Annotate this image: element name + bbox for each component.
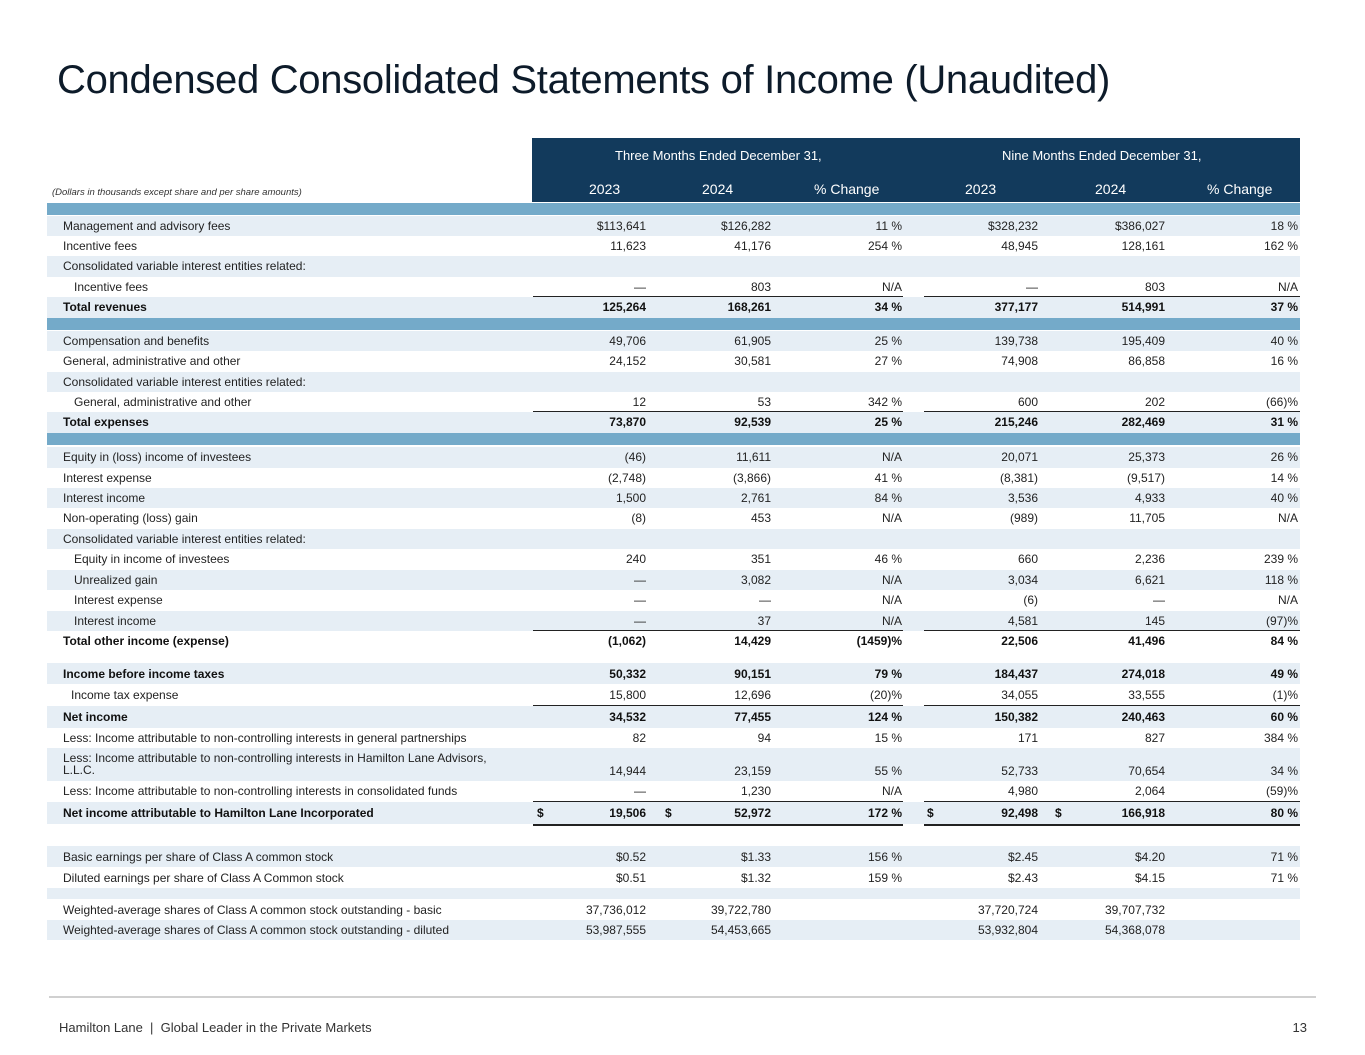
row-label: Net income	[63, 710, 128, 724]
cell-value: 3,082	[740, 573, 771, 587]
table-row	[47, 867, 1300, 888]
cell-value: 86,858	[1128, 354, 1165, 368]
cell-value: (8)	[631, 511, 646, 525]
cell-value: 4,980	[1007, 784, 1038, 798]
cell-value: 52,972	[734, 806, 771, 820]
col-header-change-n: % Change	[1207, 181, 1273, 197]
row-label: L.L.C.	[63, 763, 96, 777]
cell-value: 52,733	[1001, 764, 1038, 778]
period-header-row	[532, 138, 1300, 176]
footer-divider	[49, 996, 1316, 998]
cell-value: 124 %	[867, 710, 902, 724]
cell-value: (1459)%	[856, 634, 902, 648]
cell-value: 12,696	[734, 688, 771, 702]
cell-value: 240,463	[1121, 710, 1165, 724]
cell-value: N/A	[1277, 280, 1298, 294]
table-row	[47, 508, 1300, 529]
three-months-header: Three Months Ended December 31,	[615, 148, 822, 163]
cell-value: 54,453,665	[710, 923, 771, 937]
cell-value: 71 %	[1270, 850, 1298, 864]
cell-value: 14 %	[1270, 471, 1298, 485]
cell-value: N/A	[881, 614, 902, 628]
net-income-attributable-row	[47, 802, 1300, 824]
row-label: Basic earnings per share of Class A common stock	[63, 850, 334, 864]
cell-value: 11 %	[875, 219, 902, 233]
cell-value: (66)%	[1265, 395, 1298, 409]
table-row	[47, 728, 1300, 748]
row-label: Interest income	[63, 491, 146, 505]
cell-value: 377,177	[994, 300, 1038, 314]
total-expenses-row	[47, 412, 1300, 433]
cell-value: 827	[1144, 731, 1165, 745]
cell-value: 351	[750, 552, 771, 566]
cell-value: 20,071	[1001, 450, 1038, 464]
cell-value: N/A	[881, 784, 902, 798]
row-label: Interest expense	[74, 593, 163, 607]
section-separator	[47, 433, 1300, 445]
row-label: Total other income (expense)	[63, 634, 229, 648]
cell-value: $4.20	[1134, 850, 1165, 864]
cell-value: 3,034	[1007, 573, 1038, 587]
row-label: Weighted-average shares of Class A common stock outstanding - basic	[63, 903, 442, 917]
row-label: Compensation and benefits	[63, 334, 210, 348]
cell-value: 26 %	[1270, 450, 1298, 464]
dollar-sign: $	[1055, 806, 1062, 820]
cell-value: 34 %	[874, 300, 902, 314]
table-row	[47, 781, 1300, 801]
cell-value: 166,918	[1121, 806, 1165, 820]
cell-value: 60 %	[1270, 710, 1298, 724]
cell-value: —	[634, 614, 646, 628]
cell-value: 239 %	[1263, 552, 1298, 566]
cell-value: 202	[1144, 395, 1165, 409]
table-row	[47, 372, 1300, 392]
cell-value: 94	[757, 731, 771, 745]
cell-value: 39,707,732	[1104, 903, 1165, 917]
cell-value: 168,261	[727, 300, 771, 314]
cell-value: 172 %	[867, 806, 902, 820]
cell-value: 125,264	[602, 300, 646, 314]
table-row	[47, 488, 1300, 508]
cell-value: $1.33	[740, 850, 771, 864]
cell-value: 1,230	[740, 784, 771, 798]
cell-value: —	[634, 593, 646, 607]
cell-value: 84 %	[874, 491, 902, 505]
table-row	[47, 447, 1300, 468]
table-row	[47, 570, 1300, 590]
cell-value: 240	[625, 552, 646, 566]
cell-value: 139,738	[994, 334, 1038, 348]
cell-value: 46 %	[874, 552, 902, 566]
col-header-change-q: % Change	[814, 181, 880, 197]
cell-value: $113,641	[596, 219, 646, 233]
cell-value: 11,611	[736, 450, 771, 464]
cell-value: (1,062)	[607, 634, 646, 648]
cell-value: 3,536	[1007, 491, 1038, 505]
table-row	[47, 590, 1300, 611]
cell-value: 18 %	[1270, 219, 1298, 233]
cell-value: $2.45	[1007, 850, 1038, 864]
cell-value: 184,437	[994, 667, 1038, 681]
cell-value: 80 %	[1270, 806, 1298, 820]
cell-value: 12	[632, 395, 646, 409]
cell-value: 159 %	[867, 871, 902, 885]
cell-value: 74,908	[1001, 354, 1038, 368]
cell-value: 37,720,724	[977, 903, 1038, 917]
row-label: General, administrative and other	[74, 395, 252, 409]
cell-value: 803	[750, 280, 771, 294]
dollar-sign: $	[927, 806, 934, 820]
cell-value: $0.52	[615, 850, 646, 864]
row-label: Total expenses	[63, 415, 149, 429]
row-label: Consolidated variable interest entities related:	[63, 375, 306, 389]
cell-value: N/A	[1277, 593, 1298, 607]
cell-value: 128,161	[1121, 239, 1165, 253]
cell-value: N/A	[881, 511, 902, 525]
col-header-2023-q: 2023	[589, 181, 621, 197]
cell-value: 50,332	[609, 667, 646, 681]
cell-value: 82	[632, 731, 646, 745]
cell-value: 40 %	[1270, 334, 1298, 348]
table-row	[47, 846, 1300, 867]
cell-value: 22,506	[1001, 634, 1038, 648]
cell-value: —	[1153, 593, 1165, 607]
spacer-row	[47, 888, 1300, 899]
cell-value: (9,517)	[1126, 471, 1165, 485]
cell-value: 23,159	[734, 764, 771, 778]
table-row	[47, 331, 1300, 351]
cell-value: 282,469	[1121, 415, 1165, 429]
cell-value: 25 %	[874, 334, 902, 348]
cell-value: 40 %	[1270, 491, 1298, 505]
double-underline	[533, 824, 903, 826]
table-row	[47, 277, 1300, 297]
cell-value: 92,498	[1001, 806, 1038, 820]
cell-value: 24,152	[609, 354, 646, 368]
cell-value: 6,621	[1134, 573, 1165, 587]
cell-value: 34,532	[609, 710, 646, 724]
cell-value: 660	[1017, 552, 1038, 566]
cell-value: 342 %	[867, 395, 902, 409]
cell-value: (2,748)	[607, 471, 646, 485]
cell-value: 73,870	[609, 415, 646, 429]
footer-text: Hamilton Lane | Global Leader in the Private Markets	[59, 1020, 372, 1035]
cell-value: 14,944	[609, 764, 646, 778]
section-separator	[47, 318, 1300, 330]
cell-value: 53,932,804	[977, 923, 1038, 937]
cell-value: 54,368,078	[1104, 923, 1165, 937]
cell-value: 90,151	[734, 667, 771, 681]
row-label: Consolidated variable interest entities related:	[63, 259, 306, 273]
cell-value: 79 %	[874, 667, 902, 681]
cell-value: 33,555	[1128, 688, 1165, 702]
table-row	[47, 748, 1300, 781]
table-row	[47, 216, 1300, 236]
cell-value: (6)	[1023, 593, 1038, 607]
cell-value: $1.32	[740, 871, 771, 885]
cell-value: 11,705	[1129, 511, 1165, 525]
table-row	[47, 549, 1300, 570]
row-label: Unrealized gain	[74, 573, 158, 587]
total-other-income-row	[47, 631, 1300, 652]
table-row	[47, 920, 1300, 940]
row-label: Total revenues	[63, 300, 147, 314]
units-note: (Dollars in thousands except share and per share amounts)	[52, 187, 302, 198]
cell-value: N/A	[881, 573, 902, 587]
cell-value: $4.15	[1134, 871, 1165, 885]
cell-value: 37	[757, 614, 771, 628]
cell-value: 27 %	[874, 354, 902, 368]
cell-value: 156 %	[867, 850, 902, 864]
row-label: General, administrative and other	[63, 354, 241, 368]
cell-value: 55 %	[874, 764, 902, 778]
dollar-sign: $	[537, 806, 544, 820]
cell-value: 15 %	[874, 731, 902, 745]
cell-value: N/A	[881, 280, 902, 294]
cell-value: N/A	[881, 450, 902, 464]
cell-value: 25 %	[874, 415, 902, 429]
cell-value: 1,500	[615, 491, 646, 505]
year-header-row	[532, 176, 1300, 202]
cell-value: 41 %	[874, 471, 902, 485]
cell-value: 2,761	[740, 491, 771, 505]
cell-value: 2,236	[1134, 552, 1165, 566]
table-row	[47, 468, 1300, 488]
row-label: Net income attributable to Hamilton Lane Incorporated	[63, 806, 374, 820]
cell-value: $126,282	[720, 219, 771, 233]
table-row	[47, 351, 1300, 372]
net-income-row	[47, 706, 1300, 728]
cell-value: 274,018	[1121, 667, 1165, 681]
row-label: Income before income taxes	[63, 667, 225, 681]
cell-value: 11,623	[610, 239, 646, 253]
cell-value: 49,706	[609, 334, 646, 348]
row-label: Management and advisory fees	[63, 219, 231, 233]
dollar-sign: $	[665, 806, 672, 820]
table-row	[47, 611, 1300, 631]
cell-value: 70,654	[1128, 764, 1165, 778]
cell-value: 41,496	[1128, 634, 1165, 648]
cell-value: 48,945	[1001, 239, 1038, 253]
cell-value: —	[634, 784, 646, 798]
row-label: Income tax expense	[71, 688, 179, 702]
cell-value: 145	[1144, 614, 1165, 628]
cell-value: 453	[750, 511, 771, 525]
row-label: Incentive fees	[74, 280, 149, 294]
table-row	[47, 899, 1300, 920]
cell-value: 61,905	[734, 334, 771, 348]
cell-value: 71 %	[1270, 871, 1298, 885]
cell-value: 2,064	[1134, 784, 1165, 798]
cell-value: 30,581	[734, 354, 771, 368]
cell-value: 4,581	[1007, 614, 1038, 628]
cell-value: N/A	[881, 593, 902, 607]
cell-value: 53,987,555	[585, 923, 646, 937]
cell-value: 41,176	[734, 239, 771, 253]
cell-value: (59)%	[1265, 784, 1298, 798]
cell-value: 215,246	[994, 415, 1038, 429]
cell-value: 803	[1144, 280, 1165, 294]
cell-value: (3,866)	[732, 471, 771, 485]
row-label: Less: Income attributable to non-controlling interests in general partnerships	[63, 731, 467, 745]
cell-value: 171	[1017, 731, 1038, 745]
row-label: Incentive fees	[63, 239, 138, 253]
col-header-2024-q: 2024	[702, 181, 734, 197]
cell-value: 4,933	[1134, 491, 1165, 505]
cell-value: —	[634, 280, 646, 294]
cell-value: 37,736,012	[585, 903, 646, 917]
cell-value: —	[634, 573, 646, 587]
cell-value: 92,539	[734, 415, 771, 429]
cell-value: 514,991	[1121, 300, 1165, 314]
row-label: Interest expense	[63, 471, 152, 485]
cell-value: $0.51	[615, 871, 646, 885]
cell-value: 34,055	[1001, 688, 1038, 702]
nine-months-header: Nine Months Ended December 31,	[1002, 148, 1202, 163]
cell-value: 77,455	[734, 710, 771, 724]
cell-value: 195,409	[1121, 334, 1165, 348]
income-before-taxes-row	[47, 663, 1300, 684]
table-row	[47, 236, 1300, 256]
cell-value: (20)%	[869, 688, 902, 702]
cell-value: 162 %	[1263, 239, 1298, 253]
row-label: Equity in income of investees	[74, 552, 230, 566]
table-row	[47, 684, 1300, 705]
cell-value: 84 %	[1270, 634, 1298, 648]
row-label: Weighted-average shares of Class A common stock outstanding - diluted	[63, 923, 449, 937]
cell-value: 384 %	[1263, 731, 1298, 745]
cell-value: 600	[1017, 395, 1038, 409]
cell-value: $386,027	[1114, 219, 1165, 233]
cell-value: 39,722,780	[710, 903, 771, 917]
section-separator	[47, 203, 1300, 215]
cell-value: 118 %	[1264, 573, 1298, 587]
page-title: Condensed Consolidated Statements of Income (Unaudited)	[57, 58, 1111, 102]
cell-value: —	[759, 593, 771, 607]
cell-value: (1)%	[1272, 688, 1298, 702]
table-row	[47, 392, 1300, 412]
row-label: Equity in (loss) income of investees	[63, 450, 252, 464]
table-row	[47, 256, 1300, 277]
cell-value: 14,429	[734, 634, 771, 648]
cell-value: 150,382	[994, 710, 1038, 724]
cell-value: 37 %	[1270, 300, 1298, 314]
cell-value: (46)	[624, 450, 646, 464]
cell-value: (989)	[1009, 511, 1038, 525]
row-label: Less: Income attributable to non-controlling interests in Hamilton Lane Advisors,	[63, 751, 487, 765]
cell-value: 15,800	[609, 688, 646, 702]
col-header-2023-n: 2023	[965, 181, 997, 197]
double-underline	[924, 824, 1300, 826]
cell-value: N/A	[1277, 511, 1298, 525]
cell-value: 49 %	[1270, 667, 1298, 681]
cell-value: 16 %	[1270, 354, 1298, 368]
cell-value: 25,373	[1128, 450, 1165, 464]
cell-value: (97)%	[1265, 614, 1298, 628]
cell-value: 34 %	[1270, 764, 1298, 778]
row-label: Consolidated variable interest entities related:	[63, 532, 306, 546]
cell-value: —	[1026, 280, 1038, 294]
col-header-2024-n: 2024	[1095, 181, 1127, 197]
cell-value: $2.43	[1007, 871, 1038, 885]
cell-value: 254 %	[867, 239, 902, 253]
row-label: Diluted earnings per share of Class A Common stock	[63, 871, 344, 885]
page-number: 13	[1292, 1020, 1307, 1035]
cell-value: 19,506	[609, 806, 646, 820]
cell-value: (8,381)	[999, 471, 1038, 485]
cell-value: 53	[757, 395, 771, 409]
row-label: Less: Income attributable to non-controlling interests in consolidated funds	[63, 784, 458, 798]
total-revenues-row	[47, 297, 1300, 318]
row-label: Non-operating (loss) gain	[63, 511, 198, 525]
table-row	[47, 529, 1300, 549]
cell-value: 31 %	[1270, 415, 1298, 429]
cell-value: $328,232	[987, 219, 1038, 233]
row-label: Interest income	[74, 614, 157, 628]
